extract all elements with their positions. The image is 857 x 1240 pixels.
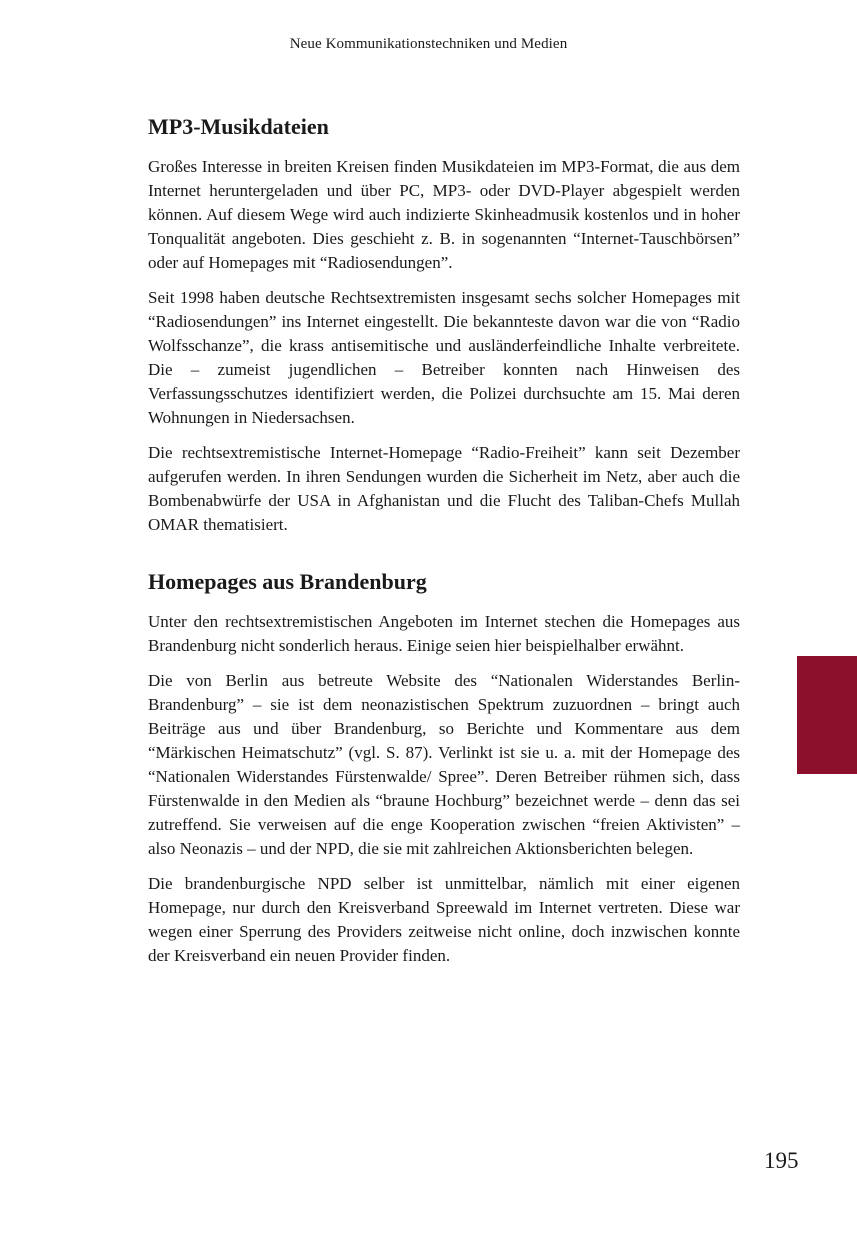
paragraph: Seit 1998 haben deutsche Rechtsextremisten insgesamt sechs solcher Homepages mit “Radiosendungen” ins Internet eingestellt. Die bekannteste davon war die von “Radio Wolfsschanze”, die krass antisemitische und ausländerfeindliche Inhalte verbreitete. Die – zumeist jugendlichen – Betreiber konnten nach Hinweisen des Verfassungsschutzes identifiziert werden, die Polizei durchsuchte am 15. Mai deren Wohnungen in Niedersachsen.	[148, 288, 740, 427]
page-content	[148, 112, 740, 979]
paragraph: Die rechtsextremistische Internet-Homepage “Radio-Freiheit” kann seit Dezember aufgerufen werden. In ihren Sendungen wurden die Sicherheit im Netz, aber auch die Bombenabwürfe der USA in Afghanistan und die Flucht des Taliban-Chefs Mullah OMAR thematisiert.	[148, 443, 740, 534]
paragraph: Die brandenburgische NPD selber ist unmittelbar, nämlich mit einer eigenen Homepage, nur durch den Kreisverband Spreewald im Internet vertreten. Diese war wegen einer Sperrung des Providers zeitweise nicht online, doch inzwischen konnte der Kreisverband ein neuen Provider finden.	[148, 874, 740, 965]
page-number: 195	[764, 1148, 799, 1173]
section-homepages-brandenburg	[148, 567, 740, 968]
section-mp3-musikdateien	[148, 112, 740, 537]
section-heading: MP3-Musikdateien	[148, 114, 329, 139]
section-heading: Homepages aus Brandenburg	[148, 569, 427, 594]
paragraph: Großes Interesse in breiten Kreisen finden Musikdateien im MP3-Format, die aus dem Internet heruntergeladen und über PC, MP3- oder DVD-Player abgespielt werden können. Auf diesem Wege wird auch indizierte Skinheadmusik kostenlos und in hoher Tonqualität angeboten. Dies geschieht z. B. in sogenannten “Internet-Tauschbörsen” oder auf Homepages mit “Radiosendungen”.	[148, 157, 740, 272]
running-header: Neue Kommunikationstechniken und Medien	[289, 36, 568, 52]
paragraph: Unter den rechtsextremistischen Angeboten im Internet stechen die Homepages aus Brandenburg nicht sonderlich heraus. Einige seien hier beispielhalber erwähnt.	[148, 612, 740, 655]
chapter-tab-marker	[797, 656, 857, 774]
paragraph: Die von Berlin aus betreute Website des “Nationalen Widerstandes Berlin-Brandenburg” – sie ist dem neonazistischen Spektrum zuzuordnen – bringt auch Beiträge aus und über Brandenburg, so Berichte und Kommentare aus dem “Märkischen Heimatschutz” (vgl. S. 87). Verlinkt ist sie u. a. mit der Homepage des “Nationalen Widerstandes Fürstenwalde/ Spree”. Deren Betreiber rühmen sich, dass Fürstenwalde in den Medien als “braune Hochburg” bezeichnet werde – denn das sei zutreffend. Sie verweisen auf die enge Kooperation zwischen “freien Aktivisten” – also Neonazis – und der NPD, die sie mit zahlreichen Aktionsberichten belegen.	[148, 671, 740, 858]
